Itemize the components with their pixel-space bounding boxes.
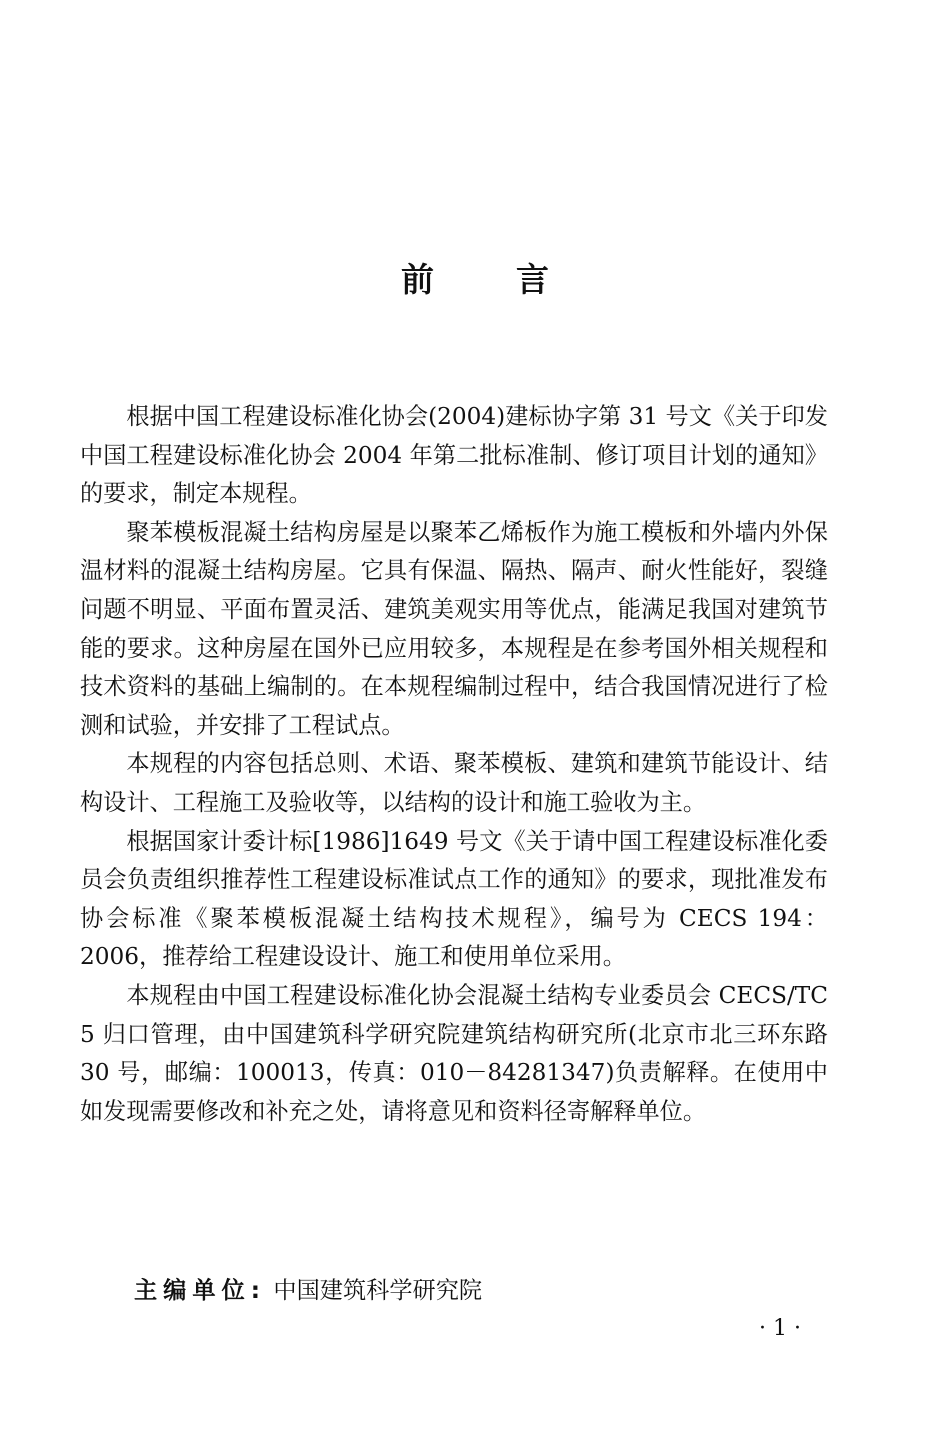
chief-editor-line bbox=[134, 1272, 482, 1310]
title-char-1: 前 bbox=[401, 260, 434, 299]
paragraph-5: 本规程由中国工程建设标准化协会混凝土结构专业委员会 CECS/TC 5 归口管理，由中国建筑科学研究院建筑结构研究所(北京市北三环东路 30 号，邮编：100013，传真：010－84281347)负责解释。在使用中如发现需要修改和补充之处，请将意见和资料径寄解释单位。 bbox=[80, 981, 828, 1125]
chief-editor-value: 中国建筑科学研究院 bbox=[273, 1277, 483, 1304]
chief-editor-label: 主编单位: bbox=[134, 1277, 267, 1304]
page-number: · 1 · bbox=[759, 1316, 801, 1341]
preface-body bbox=[80, 398, 828, 1131]
paragraph-2: 聚苯模板混凝土结构房屋是以聚苯乙烯板作为施工模板和外墙内外保温材料的混凝土结构房屋。它具有保温、隔热、隔声、耐火性能好，裂缝问题不明显、平面布置灵活、建筑美观实用等优点，能满足我国对建筑节能的要求。这种房屋在国外已应用较多，本规程是在参考国外相关规程和技术资料的基础上编制的。在本规程编制过程中，结合我国情况进行了检测和试验，并安排了工程试点。 bbox=[80, 518, 828, 739]
page-title bbox=[0, 258, 950, 302]
paragraph-3: 本规程的内容包括总则、术语、聚苯模板、建筑和建筑节能设计、结构设计、工程施工及验收等，以结构的设计和施工验收为主。 bbox=[80, 750, 828, 816]
paragraph-1: 根据中国工程建设标准化协会(2004)建标协字第 31 号文《关于印发中国工程建设标准化协会 2004 年第二批标准制、修订项目计划的通知》的要求，制定本规程。 bbox=[80, 403, 828, 508]
paragraph-4: 根据国家计委计标[1986]1649 号文《关于请中国工程建设标准化委员会负责组织推荐性工程建设标准试点工作的通知》的要求，现批准发布协会标准《聚苯模板混凝土结构技术规程》，编号为 CECS 194：2006，推荐给工程建设设计、施工和使用单位采用。 bbox=[80, 827, 828, 971]
title-char-2: 言 bbox=[516, 260, 549, 299]
